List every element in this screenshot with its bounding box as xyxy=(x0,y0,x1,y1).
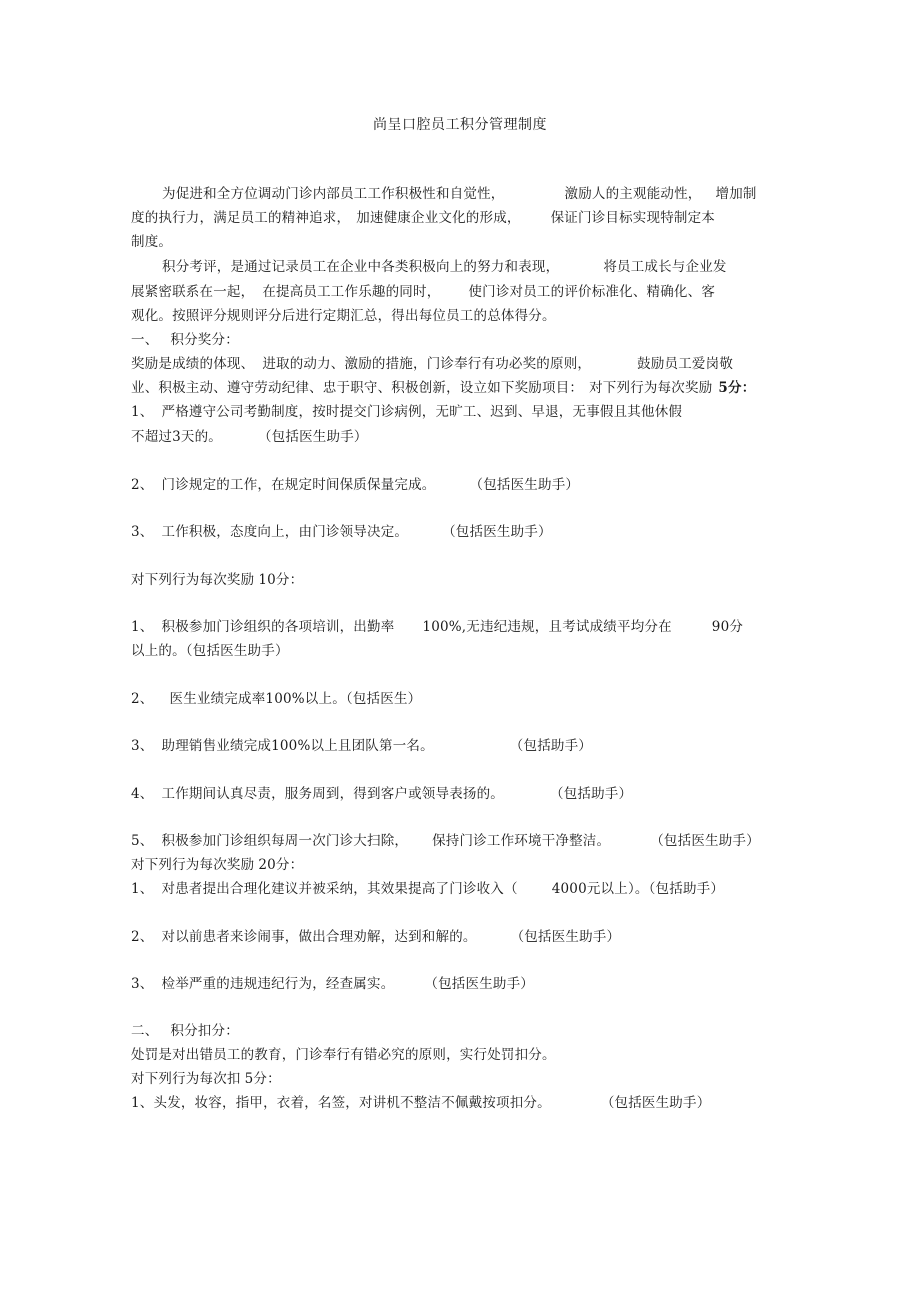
deduct5-item-1: 1、头发，妆容，指甲，衣着，名签，对讲机不整洁不佩戴按项扣分。 （包括医生助手） xyxy=(131,1095,711,1111)
reward5-item-1-line1: 1、 严格遵守公司考勤制度，按时提交门诊病例，无旷工、迟到、早退，无事假且其他休假 xyxy=(131,404,683,420)
section2-heading: 二、 积分扣分： xyxy=(131,1023,239,1039)
reward5-item-3: 3、 工作积极，态度向上，由门诊领导决定。 （包括医生助手） xyxy=(131,524,552,540)
intro-p1-line3: 制度。 xyxy=(131,234,173,250)
reward5-item-1-line2: 不超过3天的。 （包括医生助手） xyxy=(131,429,368,445)
intro-p1-line2: 度的执行力，满足员工的精神追求， 加速健康企业文化的形成， 保证门诊目标实现特制定本 xyxy=(131,210,716,226)
section1-desc-line1: 奖励是成绩的体现、 进取的动力、激励的措施，门诊奉行有功必奖的原则， 鼓励员工爱岗敬 xyxy=(131,356,734,372)
deduct5-heading: 对下列行为每次扣 5分： xyxy=(131,1071,281,1087)
reward20-item-2: 2、 对以前患者来诊闹事，做出合理劝解，达到和解的。 （包括医生助手） xyxy=(131,929,621,945)
reward10-item-2: 2、 医生业绩完成率100%以上。（包括医生） xyxy=(131,691,422,707)
reward10-item-1-line2: 以上的。（包括医生助手） xyxy=(131,643,289,659)
reward10-item-3: 3、 助理销售业绩完成100%以上且团队第一名。 （包括助手） xyxy=(131,738,592,754)
reward10-item-4: 4、 工作期间认真尽责，服务周到，得到客户或领导表扬的。 （包括助手） xyxy=(131,786,633,802)
intro-p1-line1: 为促进和全方位调动门诊内部员工工作积极性和自觉性， 激励人的主观能动性， 增加制 xyxy=(162,186,757,202)
document-title: 尚呈口腔员工积分管理制度 xyxy=(373,117,547,133)
reward10-item-5: 5、 积极参加门诊组织每周一次门诊大扫除， 保持门诊工作环境干净整洁。 （包括医生助手） xyxy=(131,833,760,849)
reward20-item-3: 3、 检举严重的违规违纪行为，经查属实。 （包括医生助手） xyxy=(131,976,535,992)
reward5-item-2: 2、 门诊规定的工作，在规定时间保质保量完成。 （包括医生助手） xyxy=(131,477,580,493)
section1-heading: 一、 积分奖分： xyxy=(131,332,239,348)
section2-desc: 处罚是对出错员工的教育，门诊奉行有错必究的原则，实行处罚扣分。 xyxy=(131,1047,556,1063)
intro-p2-line3: 观化。按照评分规则评分后进行定期汇总，得出每位员工的总体得分。 xyxy=(131,308,556,324)
reward20-heading: 对下列行为每次奖励 20分： xyxy=(131,857,304,873)
intro-p2-line1: 积分考评，是通过记录员工在企业中各类积极向上的努力和表现， 将员工成长与企业发 xyxy=(162,259,727,275)
reward10-item-1-line1: 1、 积极参加门诊组织的各项培训，出勤率 100%,无违纪违规，且考试成绩平均分在 90分 xyxy=(131,619,744,635)
intro-p2-line2: 展紧密联系在一起， 在提高员工工作乐趣的同时， 使门诊对员工的评价标准化、精确化、客 xyxy=(131,284,716,300)
reward10-heading: 对下列行为每次奖励 10分： xyxy=(131,572,304,588)
section1-desc-line2: 业、积极主动、遵守劳动纪律、忠于职守、积极创新，设立如下奖励项目： 对下列行为每次奖励 5分： xyxy=(131,380,756,396)
reward20-item-1: 1、 对患者提出合理化建议并被采纳，其效果提高了门诊收入（ 4000元以上）。（包括助手） xyxy=(131,881,725,897)
